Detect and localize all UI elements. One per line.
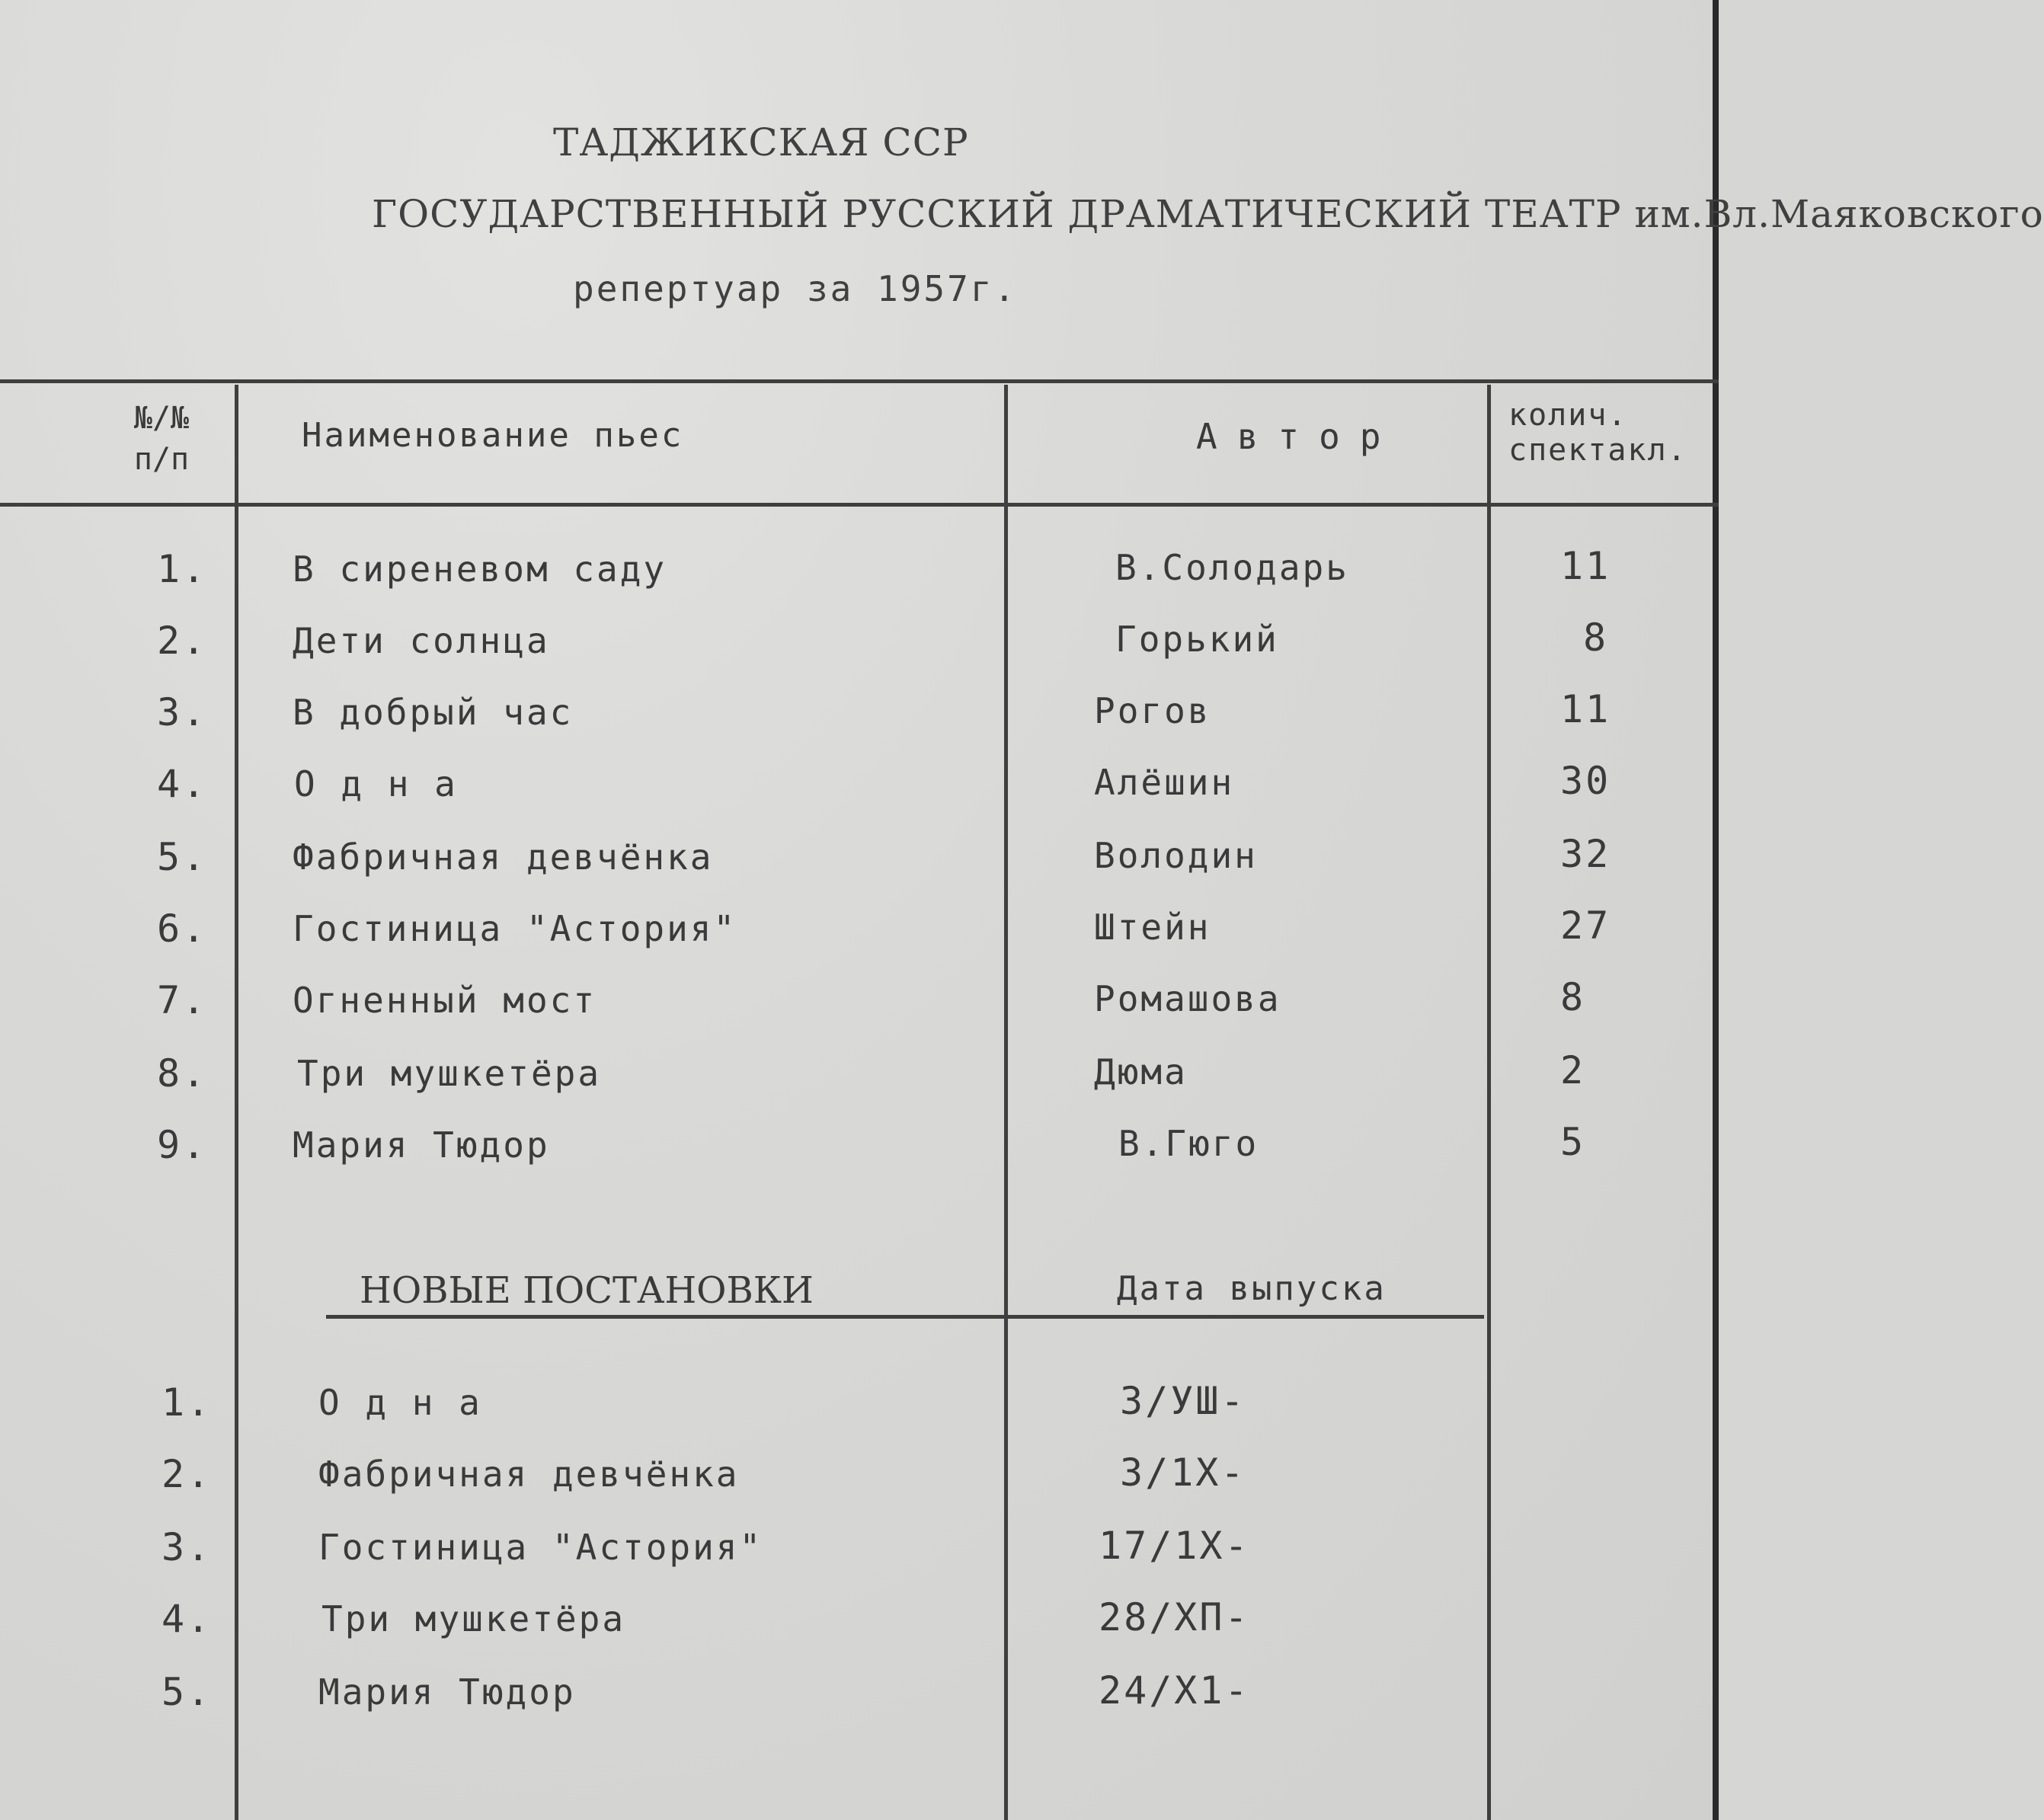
play-name: Гостиница "Астория" — [318, 1527, 763, 1568]
release-date: 28/ХП- — [1099, 1595, 1250, 1639]
play-name: В сиреневом саду — [293, 549, 667, 590]
header-performance-count — [1508, 398, 1687, 468]
play-name: Три мушкетёра — [297, 1053, 602, 1094]
play-name: В добрый час — [293, 692, 574, 733]
play-name: О д н а — [318, 1382, 482, 1423]
release-date: 24/Х1- — [1099, 1668, 1250, 1713]
row-number: 4. — [162, 1597, 213, 1641]
header-play-name: Наименование пьес — [302, 416, 684, 455]
author-name: Штейн — [1094, 907, 1211, 948]
repertoire-title: репертуар за 1957г. — [573, 268, 1018, 309]
performance-count: 8 — [1583, 616, 1609, 660]
header-number-line2: п/п — [133, 442, 190, 477]
author-name: В.Солодарь — [1115, 547, 1349, 588]
column-divider-3 — [1487, 385, 1491, 1820]
author-name: В.Гюго — [1118, 1123, 1259, 1164]
row-number: 5. — [162, 1670, 213, 1714]
republic-title: ТАДЖИКСКАЯ ССР — [553, 120, 969, 165]
row-number: 5. — [157, 835, 208, 879]
play-name: Три мушкетёра — [321, 1598, 626, 1639]
play-name: Фабричная девчёнка — [293, 836, 714, 878]
column-divider-2 — [1004, 385, 1008, 1820]
table-top-rule — [0, 379, 1719, 383]
page-edge — [1713, 0, 1719, 1820]
performance-count: 30 — [1560, 759, 1611, 803]
row-number: 9. — [157, 1123, 208, 1167]
header-count-line1: колич. — [1508, 398, 1628, 433]
row-number: 2. — [162, 1452, 213, 1496]
row-number: 3. — [162, 1525, 213, 1569]
theatre-title: ГОСУДАРСТВЕННЫЙ РУССКИЙ ДРАМАТИЧЕСКИЙ ТЕАТР им.Вл.Маяковского — [372, 192, 2044, 236]
row-number: 2. — [157, 619, 208, 663]
release-date: 17/1Х- — [1099, 1524, 1250, 1568]
performance-count: 8 — [1560, 975, 1586, 1019]
row-number: 7. — [157, 978, 208, 1022]
author-name: Дюма — [1094, 1051, 1188, 1092]
play-name: Огненный мост — [293, 980, 597, 1021]
play-name: Дети солнца — [293, 620, 550, 661]
play-name: Фабричная девчёнка — [318, 1454, 740, 1495]
column-divider-1 — [235, 385, 238, 1820]
section-underline — [326, 1315, 1484, 1319]
row-number: 8. — [157, 1051, 208, 1096]
performance-count: 32 — [1560, 832, 1611, 876]
header-bottom-rule — [0, 503, 1719, 507]
release-date: 3/УШ- — [1120, 1379, 1246, 1423]
author-name: Ромашова — [1094, 978, 1281, 1019]
play-name: Мария Тюдор — [318, 1671, 576, 1713]
row-number: 1. — [162, 1380, 213, 1425]
play-name: Мария Тюдор — [293, 1124, 550, 1166]
performance-count: 2 — [1560, 1048, 1586, 1092]
author-name: Горький — [1115, 619, 1279, 660]
row-number: 3. — [157, 690, 208, 734]
header-count-line2: спектакл. — [1508, 433, 1687, 468]
play-name: О д н а — [294, 763, 458, 804]
performance-count: 11 — [1560, 687, 1611, 731]
row-number: 4. — [157, 762, 208, 806]
release-date-header: Дата выпуска — [1117, 1269, 1387, 1308]
performance-count: 11 — [1560, 544, 1611, 588]
header-author: Автор — [1196, 416, 1401, 457]
performance-count: 5 — [1560, 1120, 1586, 1164]
release-date: 3/1Х- — [1120, 1451, 1246, 1495]
performance-count: 27 — [1560, 904, 1611, 948]
author-name: Рогов — [1094, 690, 1211, 731]
row-number: 6. — [157, 907, 208, 951]
author-name: Володин — [1094, 835, 1258, 876]
play-name: Гостиница "Астория" — [293, 908, 737, 949]
header-number-line1: №/№ — [133, 401, 190, 436]
author-name: Алёшин — [1094, 762, 1235, 803]
row-number: 1. — [157, 547, 208, 591]
header-number — [123, 398, 200, 480]
new-productions-title: НОВЫЕ ПОСТАНОВКИ — [360, 1269, 814, 1312]
